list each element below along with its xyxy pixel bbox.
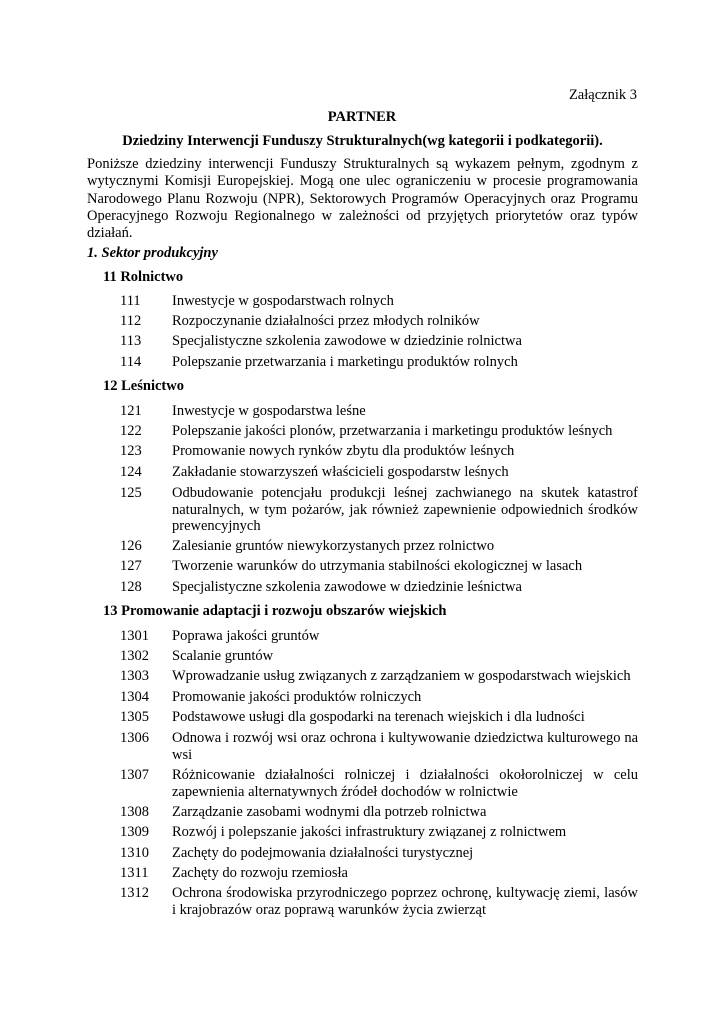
item-code: 122 [120, 423, 142, 439]
item-code: 127 [120, 558, 142, 574]
item-label: Poprawa jakości gruntów [172, 628, 320, 644]
item-label: Rozpoczynanie działalności przez młodych rolników [172, 313, 480, 329]
item-code: 124 [120, 464, 142, 480]
item-code: 1307 [120, 767, 149, 783]
item-label: Ochrona środowiska przyrodniczego poprzez ochronę, kultywację ziemi, lasów i krajobrazów oraz poprawą warunków życia zwierząt [172, 885, 638, 918]
item-code: 125 [120, 485, 142, 501]
item-code: 121 [120, 403, 142, 419]
item-label: Zachęty do rozwoju rzemiosła [172, 865, 348, 881]
item-code: 1312 [120, 885, 149, 901]
item-code: 1310 [120, 845, 149, 861]
item-label: Zarządzanie zasobami wodnymi dla potrzeb rolnictwa [172, 804, 487, 820]
item-code: 128 [120, 579, 142, 595]
group-heading: 13 Promowanie adaptacji i rozwoju obszarów wiejskich [103, 603, 447, 619]
item-label: Rozwój i polepszanie jakości infrastruktury związanej z rolnictwem [172, 824, 567, 840]
group-heading: 12 Leśnictwo [103, 378, 184, 394]
item-code: 114 [120, 354, 142, 370]
item-code: 1304 [120, 689, 149, 705]
item-code: 1311 [120, 865, 149, 881]
item-label: Specjalistyczne szkolenia zawodowe w dziedzinie leśnictwa [172, 579, 522, 595]
page-title: PARTNER [327, 109, 397, 125]
item-code: 1303 [120, 668, 149, 684]
item-label: Specjalistyczne szkolenia zawodowe w dziedzinie rolnictwa [172, 333, 522, 349]
item-label: Zachęty do podejmowania działalności turystycznej [172, 845, 474, 861]
item-label: Scalanie gruntów [172, 648, 274, 664]
item-label: Zakładanie stowarzyszeń właścicieli gospodarstw leśnych [172, 464, 509, 480]
item-code: 1302 [120, 648, 149, 664]
item-code: 1309 [120, 824, 149, 840]
item-code: 1301 [120, 628, 149, 644]
item-code: 111 [120, 293, 141, 309]
item-code: 126 [120, 538, 142, 554]
item-code: 113 [120, 333, 142, 349]
item-label: Odnowa i rozwój wsi oraz ochrona i kultywowanie dziedzictwa kulturowego na wsi [172, 730, 638, 763]
item-code: 123 [120, 443, 142, 459]
item-code: 1306 [120, 730, 149, 746]
intro-paragraph: Poniższe dziedziny interwencji Funduszy Strukturalnych są wykazem pełnym, zgodnym z wytycznymi Komisji Europejskiej. Mogą one ulec ograniczeniu w procesie programowania Narodowego Planu Rozwoju (NPR), Sektorowych Programów Operacyjnych oraz Programu Operacyjnego Rozwoju Regionalnego w zależności od przyjętych priorytetów oraz typów działań. [87, 156, 638, 242]
item-code: 112 [120, 313, 142, 329]
group-heading: 11 Rolnictwo [103, 269, 184, 285]
annex-label: Załącznik 3 [568, 87, 637, 103]
item-label: Promowanie jakości produktów rolniczych [172, 689, 422, 705]
item-label: Inwestycje w gospodarstwa leśne [172, 403, 366, 419]
item-code: 1305 [120, 709, 149, 725]
item-label: Polepszanie jakości plonów, przetwarzania i marketingu produktów leśnych [172, 423, 613, 439]
item-label: Polepszanie przetwarzania i marketingu produktów rolnych [172, 354, 518, 370]
item-label: Podstawowe usługi dla gospodarki na terenach wiejskich i dla ludności [172, 709, 585, 725]
item-code: 1308 [120, 804, 149, 820]
page-subtitle: Dziedziny Interwencji Funduszy Strukturalnych(wg kategorii i podkategorii). [122, 133, 603, 149]
item-label: Promowanie nowych rynków zbytu dla produktów leśnych [172, 443, 515, 459]
sector-heading: 1. Sektor produkcyjny [87, 245, 218, 261]
item-label: Tworzenie warunków do utrzymania stabilności ekologicznej w lasach [172, 558, 583, 574]
item-label: Wprowadzanie usług związanych z zarządzaniem w gospodarstwach wiejskich [172, 668, 631, 684]
item-label: Zalesianie gruntów niewykorzystanych przez rolnictwo [172, 538, 495, 554]
item-label: Różnicowanie działalności rolniczej i działalności okołorolniczej w celu zapewnienia alternatywnych źródeł dochodów w rolnictwie [172, 767, 638, 800]
item-label: Odbudowanie potencjału produkcji leśnej zachwianego na skutek katastrof naturalnych, w tym pożarów, jak również zapewnienie odpowiednich środków prewencyjnych [172, 485, 638, 534]
item-label: Inwestycje w gospodarstwach rolnych [172, 293, 394, 309]
